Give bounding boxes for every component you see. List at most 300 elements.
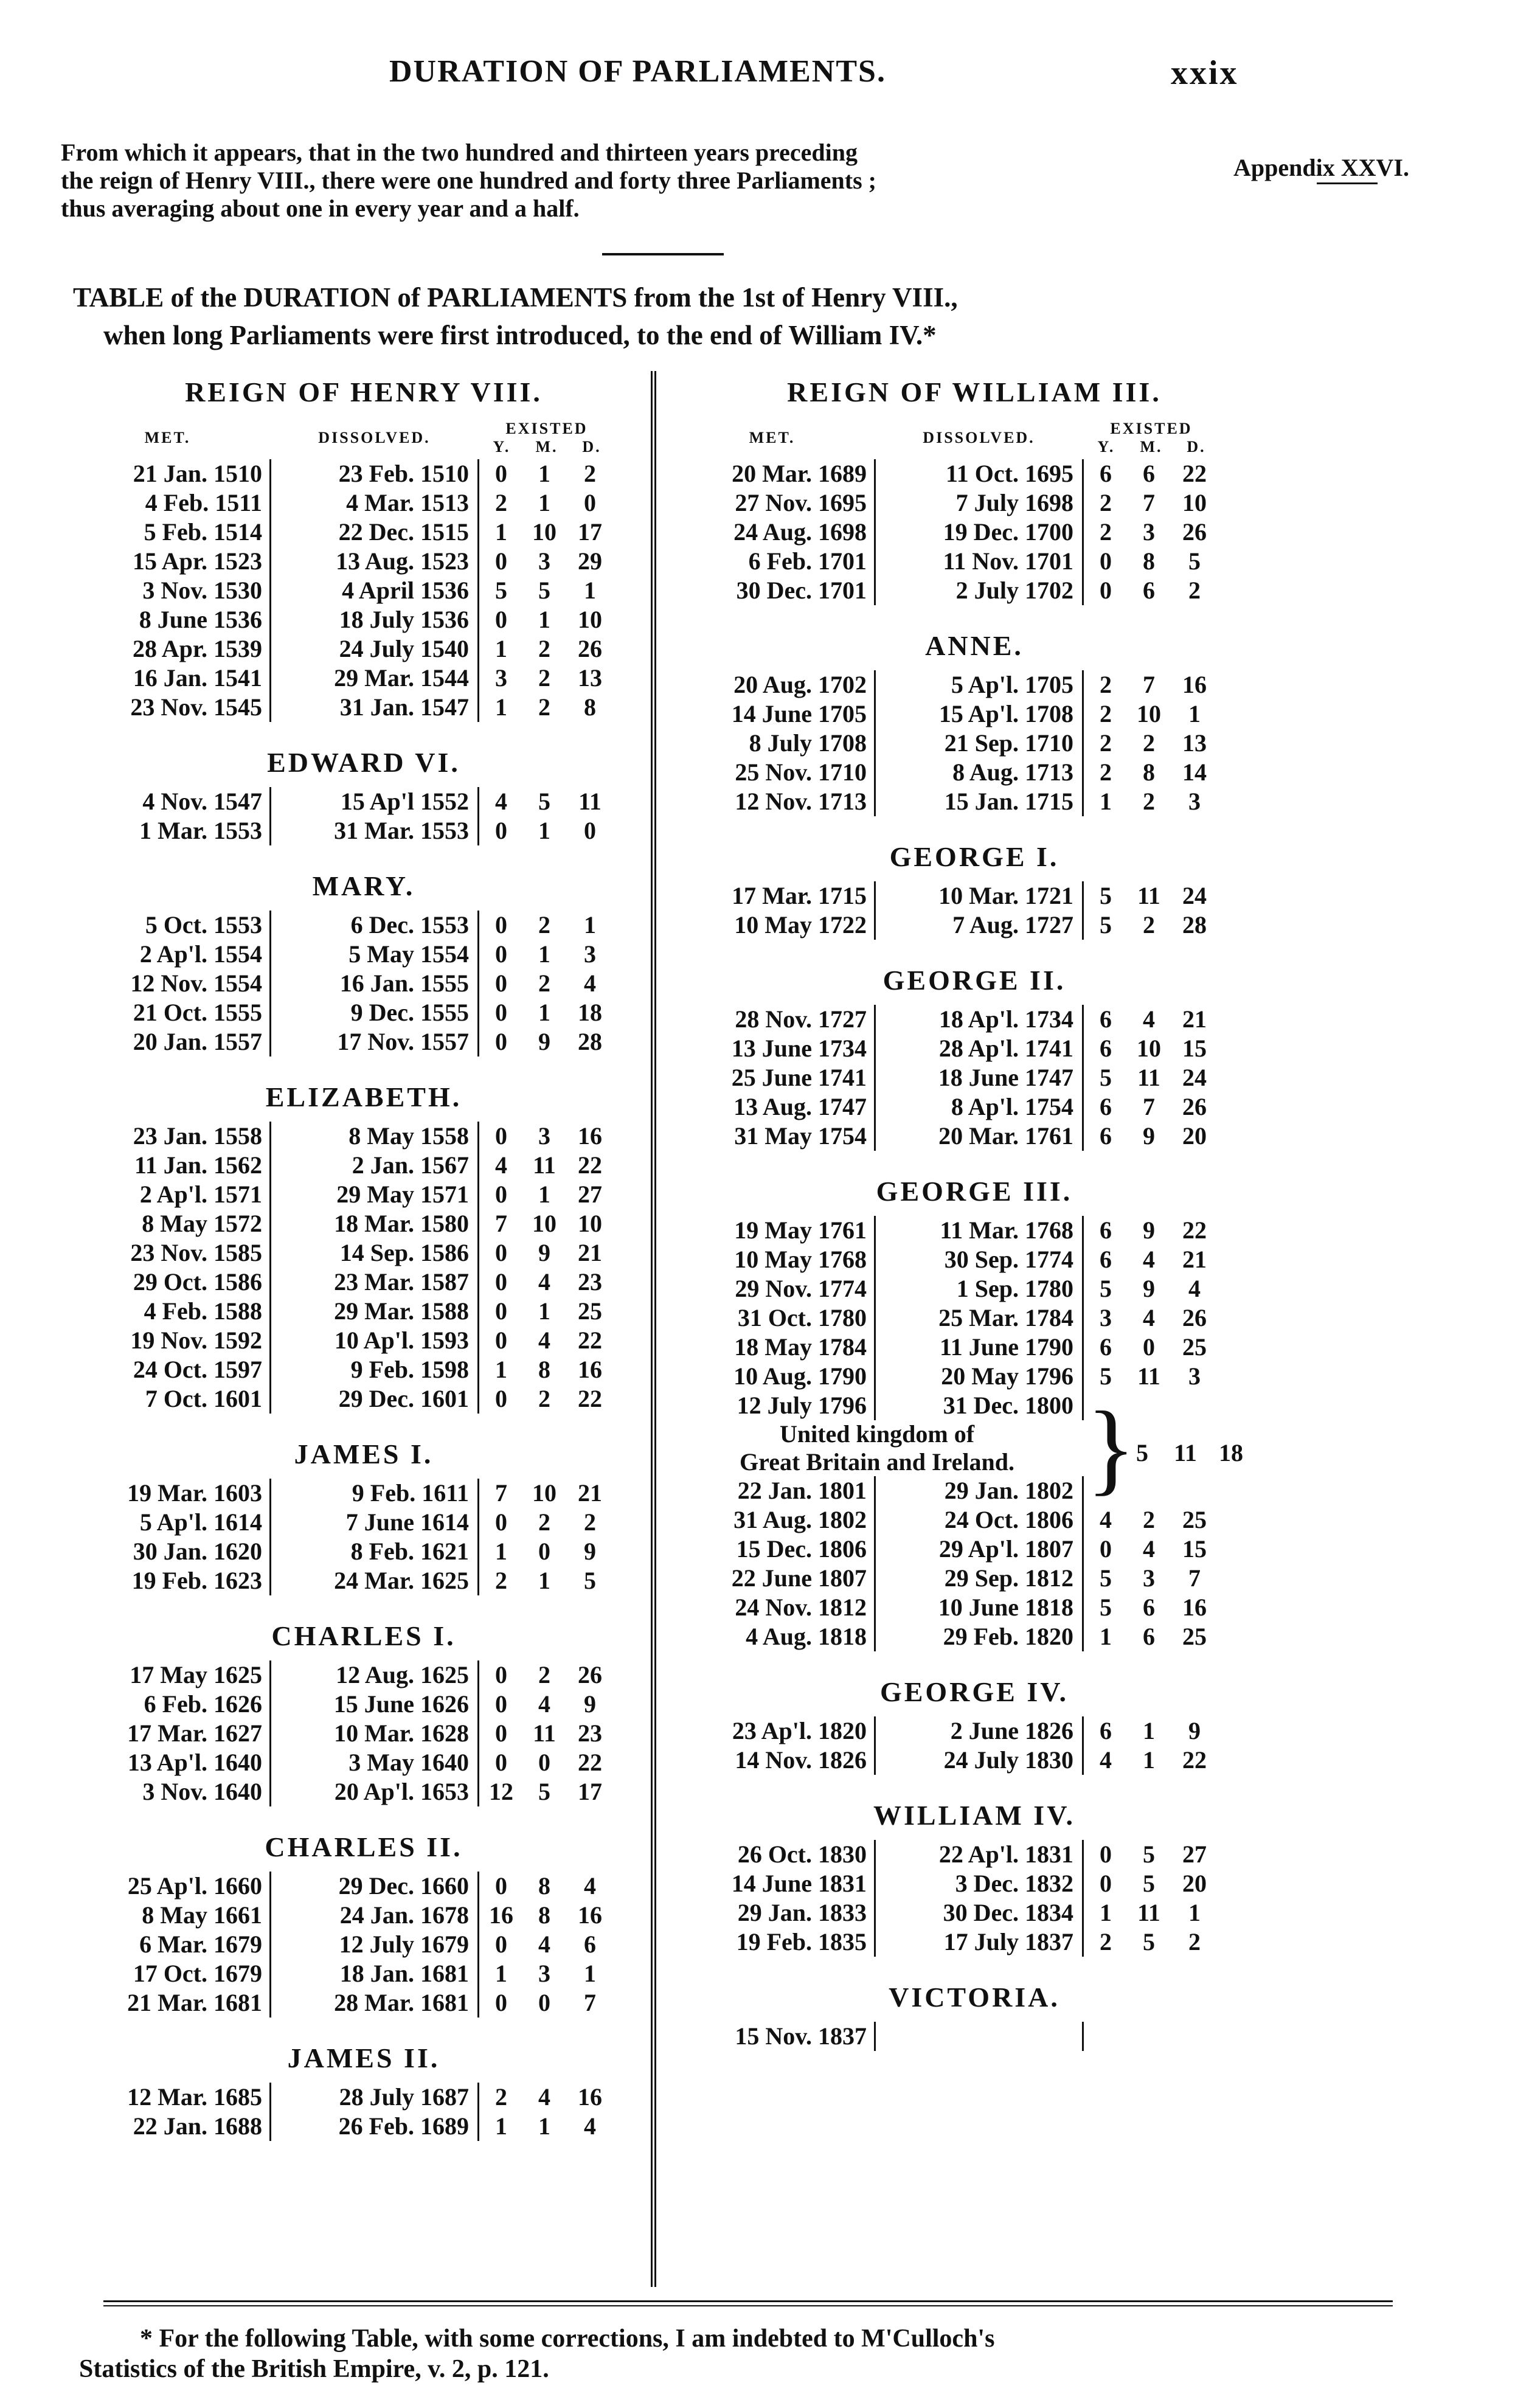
footnote-line: * For the following Table, with some corrections, I am indebted to M'Culloch's [140, 2325, 995, 2353]
dissolved-date: 2 Jan. 1567 [269, 1151, 479, 1180]
table-row [66, 1027, 662, 1057]
existed-years: 1 [495, 1960, 507, 1987]
dissolved-date: 18 July 1536 [269, 605, 479, 634]
dissolved-date: 31 Dec. 1800 [874, 1391, 1084, 1420]
reign-section [66, 1831, 662, 2018]
met-date: 31 Oct. 1780 [737, 1304, 867, 1331]
dissolved-date: 22 Dec. 1515 [269, 518, 479, 547]
table-row [66, 911, 662, 940]
reign-section [670, 1175, 1278, 1651]
dissolved-date: 10 June 1818 [874, 1593, 1084, 1622]
dissolved-date: 29 Mar. 1588 [269, 1297, 479, 1326]
reign-rows [670, 2022, 1278, 2051]
dissolved-date: 17 July 1837 [874, 1927, 1084, 1957]
existed-years: 1 [1100, 788, 1112, 815]
reign-title: MARY. [312, 870, 415, 901]
left-column [66, 376, 662, 2141]
existed-days: 7 [584, 1989, 596, 2016]
existed-years: 1 [1100, 1623, 1112, 1650]
met-date: 3 Nov. 1530 [142, 577, 262, 604]
table-row [66, 1326, 662, 1355]
met-date: 15 Apr. 1523 [132, 547, 262, 575]
met-date: 30 Dec. 1701 [736, 577, 867, 604]
table-row [66, 1537, 662, 1566]
met-date: 22 Jan. 1801 [737, 1477, 867, 1504]
existed-months: 0 [1143, 1333, 1155, 1361]
dissolved-date: 14 Sep. 1586 [269, 1238, 479, 1268]
existed-days: 26 [1182, 518, 1207, 546]
existed-months: 1 [1143, 1746, 1155, 1774]
dissolved-date: 11 Oct. 1695 [874, 459, 1084, 488]
met-date: 17 Mar. 1715 [732, 882, 867, 909]
met-date: 4 Feb. 1511 [145, 489, 262, 516]
table-row [670, 547, 1278, 576]
existed-days: 13 [1182, 729, 1207, 757]
table-row [670, 1092, 1278, 1122]
existed-days: 5 [1188, 547, 1201, 575]
existed-years: 6 [1100, 1333, 1112, 1361]
table-row [670, 1535, 1278, 1564]
existed-months: 11 [1137, 1064, 1160, 1091]
existed-years: 0 [495, 460, 507, 487]
met-date: 25 Ap'l. 1660 [127, 1872, 262, 1900]
column-header-ymd [479, 438, 614, 456]
existed-days: 21 [578, 1239, 602, 1266]
met-date: 24 Oct. 1597 [133, 1356, 262, 1383]
existed-days: 27 [1182, 1841, 1207, 1868]
existed-days: 18 [578, 999, 602, 1026]
table-row [66, 1988, 662, 2018]
table-row [670, 1005, 1278, 1034]
appendix-dash [1317, 182, 1378, 184]
table-row [66, 1508, 662, 1537]
table-row [66, 1930, 662, 1959]
dissolved-date: 12 July 1679 [269, 1930, 479, 1959]
met-date: 23 Jan. 1558 [133, 1122, 262, 1150]
dissolved-date: 30 Sep. 1774 [874, 1245, 1084, 1274]
table-row [66, 969, 662, 998]
met-date: 12 Mar. 1685 [127, 2083, 262, 2111]
dissolved-date: 20 Ap'l. 1653 [269, 1777, 479, 1806]
met-date: 21 Oct. 1555 [133, 999, 262, 1026]
table-row [670, 576, 1278, 605]
met-date: 29 Jan. 1833 [737, 1899, 867, 1926]
existed-months: 3 [1143, 518, 1155, 546]
existed-months: 5 [1143, 1841, 1155, 1868]
existed-years: 0 [1100, 547, 1112, 575]
met-date: 4 Nov. 1547 [142, 788, 262, 815]
existed-days: 22 [578, 1749, 602, 1776]
existed-days: 16 [578, 1901, 602, 1929]
existed-months: 10 [1137, 1035, 1161, 1062]
met-date: 12 Nov. 1554 [130, 970, 262, 997]
existed-months: 4 [1143, 1535, 1155, 1563]
existed-days: 4 [584, 2112, 596, 2140]
met-date: 11 Jan. 1562 [134, 1151, 262, 1179]
reign-rows [66, 2083, 662, 2141]
existed-months: 8 [538, 1901, 550, 1929]
existed-months: 6 [1143, 1623, 1155, 1650]
existed-months: 2 [538, 664, 550, 692]
section-rule [602, 253, 724, 255]
met-date: 21 Mar. 1681 [127, 1989, 262, 2016]
table-row [670, 1622, 1278, 1651]
reign-section [670, 841, 1278, 940]
table-row [66, 1748, 662, 1777]
existed-days: 9 [1188, 1717, 1201, 1744]
dissolved-date: 7 July 1698 [874, 488, 1084, 518]
reign-section [670, 1799, 1278, 1957]
reign-title: JAMES II. [287, 2042, 440, 2073]
existed-days: 23 [578, 1268, 602, 1296]
existed-days: 26 [1182, 1093, 1207, 1120]
existed-months: 10 [532, 518, 556, 546]
existed-years: 6 [1100, 1093, 1112, 1120]
column-header-row [670, 417, 1278, 459]
dissolved-date: 8 Aug. 1713 [874, 758, 1084, 787]
met-date: 7 Oct. 1601 [145, 1385, 262, 1412]
table-row [66, 1777, 662, 1806]
table-row [66, 1690, 662, 1719]
dissolved-date: 29 Jan. 1802 [874, 1476, 1084, 1505]
dissolved-date: 8 May 1558 [269, 1122, 479, 1151]
footnote-rule [103, 2300, 1393, 2302]
existed-years: 2 [1100, 1928, 1112, 1955]
existed-years: 1 [495, 1356, 507, 1383]
existed-months: 2 [538, 970, 550, 997]
existed-months: 1 [538, 460, 550, 487]
existed-days: 22 [578, 1385, 602, 1412]
dissolved-date: 7 Aug. 1727 [874, 911, 1084, 940]
existed-days: 9 [584, 1538, 596, 1565]
reign-rows [66, 1122, 662, 1414]
reign-rows [670, 1716, 1278, 1775]
existed-days: 24 [1182, 1064, 1207, 1091]
existed-years: 3 [495, 664, 507, 692]
met-date: 24 Aug. 1698 [733, 518, 867, 546]
existed-years: 0 [495, 1239, 507, 1266]
dissolved-date: 17 Nov. 1557 [269, 1027, 479, 1057]
met-date: 14 June 1705 [731, 700, 867, 727]
met-date: 8 May 1572 [142, 1210, 262, 1237]
reign-rows [66, 787, 662, 845]
met-date: 5 Feb. 1514 [144, 518, 262, 546]
met-date: 19 Feb. 1623 [131, 1567, 262, 1594]
existed-days: 1 [1188, 700, 1201, 727]
dissolved-date: 10 Ap'l. 1593 [269, 1326, 479, 1355]
existed-years: 0 [495, 999, 507, 1026]
existed-days: 10 [1182, 489, 1207, 516]
dissolved-date: 8 Ap'l. 1754 [874, 1092, 1084, 1122]
existed-months: 1 [538, 606, 550, 633]
table-row [66, 1959, 662, 1988]
existed-years: 6 [1100, 1216, 1112, 1244]
existed-days: 17 [578, 1778, 602, 1805]
dissolved-date: 28 Ap'l. 1741 [874, 1034, 1084, 1063]
met-date: 14 Nov. 1826 [735, 1746, 867, 1774]
existed-months: 11 [533, 1719, 556, 1747]
met-date: 29 Oct. 1586 [133, 1268, 262, 1296]
dissolved-date: 29 Sep. 1812 [874, 1564, 1084, 1593]
dissolved-date: 5 Ap'l. 1705 [874, 670, 1084, 699]
intro-paragraph [61, 139, 1204, 223]
reign-title: EDWARD VI. [267, 747, 460, 778]
table-row [66, 459, 662, 488]
existed-years: 16 [489, 1901, 513, 1929]
reign-rows [670, 1005, 1278, 1151]
met-date: 4 Aug. 1818 [746, 1623, 867, 1650]
existed-years: 1 [495, 693, 507, 721]
table-row [670, 488, 1278, 518]
existed-days: 2 [584, 460, 596, 487]
existed-months: 8 [1143, 547, 1155, 575]
dissolved-date: 12 Aug. 1625 [269, 1660, 479, 1690]
existed-days: 29 [578, 547, 602, 575]
reign-title: WILLIAM IV. [873, 1800, 1075, 1831]
existed-months: 5 [1143, 1928, 1155, 1955]
column-header-years: Y. [493, 438, 511, 456]
existed-days: 22 [1182, 460, 1207, 487]
appendix-label: Appendix XXVI. [1233, 154, 1409, 181]
dissolved-date: 18 Ap'l. 1734 [874, 1005, 1084, 1034]
dissolved-date: 24 Mar. 1625 [269, 1566, 479, 1595]
table-row [670, 881, 1278, 911]
existed-years: 2 [1100, 671, 1112, 698]
dissolved-date: 18 Jan. 1681 [269, 1959, 479, 1988]
table-row [670, 1716, 1278, 1746]
column-header-row [66, 417, 662, 459]
existed-years: 5 [1100, 911, 1112, 939]
dissolved-date: 29 Ap'l. 1807 [874, 1535, 1084, 1564]
existed-years: 0 [495, 1327, 507, 1354]
table-row [670, 758, 1278, 787]
met-date: 26 Oct. 1830 [737, 1841, 867, 1868]
existed-years: 2 [495, 489, 507, 516]
existed-days: 16 [1182, 1594, 1207, 1621]
dissolved-date: 15 Ap'l 1552 [269, 787, 479, 816]
existed-months: 4 [538, 1268, 550, 1296]
existed-years: 12 [489, 1778, 513, 1805]
table-row [66, 816, 662, 845]
table-row [66, 787, 662, 816]
dissolved-date: 23 Feb. 1510 [269, 459, 479, 488]
reign-title: REIGN OF HENRY VIII. [185, 376, 543, 408]
existed-months: 6 [1143, 577, 1155, 604]
existed-years: 2 [495, 1567, 507, 1594]
existed-years: 5 [1100, 1564, 1112, 1592]
existed-years: 6 [1100, 460, 1112, 487]
union-note: United kingdom of [779, 1420, 975, 1448]
existed-years: 5 [495, 577, 507, 604]
dissolved-date: 16 Jan. 1555 [269, 969, 479, 998]
existed-days: 2 [1188, 577, 1201, 604]
table-row [66, 2112, 662, 2141]
table-row [66, 1209, 662, 1238]
met-date: 28 Nov. 1727 [735, 1005, 867, 1033]
existed-days: 27 [578, 1181, 602, 1208]
met-date: 17 Oct. 1679 [133, 1960, 262, 1987]
existed-years: 0 [495, 1385, 507, 1412]
dissolved-date: 31 Jan. 1547 [269, 693, 479, 722]
intro-line: From which it appears, that in the two hundred and thirteen years preceding [61, 139, 858, 166]
union-note: Great Britain and Ireland. [740, 1448, 1014, 1476]
existed-months: 9 [1143, 1275, 1155, 1302]
dissolved-date: 10 Mar. 1628 [269, 1719, 479, 1748]
dissolved-date: 31 Mar. 1553 [269, 816, 479, 845]
table-row [66, 605, 662, 634]
existed-years: 0 [495, 940, 507, 968]
table-row [66, 1479, 662, 1508]
existed-years: 0 [1100, 1535, 1112, 1563]
existed-years: 1 [495, 518, 507, 546]
reign-section [66, 376, 662, 722]
column-header-days: D. [582, 438, 602, 456]
existed-months: 4 [538, 1690, 550, 1718]
reign-section [66, 2042, 662, 2141]
dissolved-date: 24 Jan. 1678 [269, 1901, 479, 1930]
dissolved-date: 19 Dec. 1700 [874, 518, 1084, 547]
existed-months: 8 [538, 1356, 550, 1383]
existed-months: 8 [1143, 758, 1155, 786]
existed-years: 5 [1100, 1362, 1112, 1390]
met-date: 5 Oct. 1553 [145, 911, 262, 939]
table-row [670, 1333, 1278, 1362]
existed-months: 9 [538, 1239, 550, 1266]
table-row [670, 1274, 1278, 1303]
reign-title: GEORGE I. [889, 841, 1059, 872]
reign-title: GEORGE III. [876, 1176, 1073, 1207]
reign-rows [670, 459, 1278, 605]
existed-months: 10 [532, 1210, 556, 1237]
existed-days: 4 [584, 1872, 596, 1900]
table-row [66, 1872, 662, 1901]
table-row [670, 911, 1278, 940]
existed-years: 0 [495, 1931, 507, 1958]
reign-title: VICTORIA. [889, 1982, 1060, 2013]
existed-years: 7 [495, 1210, 507, 1237]
union-duration [1120, 1438, 1255, 1467]
existed-days: 2 [584, 1508, 596, 1536]
existed-days: 10 [578, 1210, 602, 1237]
existed-months: 1 [538, 817, 550, 844]
met-date: 31 May 1754 [734, 1122, 867, 1150]
existed-years: 6 [1100, 1122, 1112, 1150]
existed-months: 11 [1137, 882, 1160, 909]
met-date: 10 Aug. 1790 [733, 1362, 867, 1390]
dissolved-date: 28 July 1687 [269, 2083, 479, 2112]
table-row [66, 1180, 662, 1209]
table-row [670, 1063, 1278, 1092]
existed-years: 7 [495, 1479, 507, 1507]
existed-months: 5 [538, 788, 550, 815]
existed-years: 0 [495, 1690, 507, 1718]
met-date: 20 Jan. 1557 [133, 1028, 262, 1055]
dissolved-date: 6 Dec. 1553 [269, 911, 479, 940]
reign-title: ANNE. [925, 630, 1024, 661]
existed-years: 2 [1100, 518, 1112, 546]
union-brace: } [1086, 1390, 1136, 1505]
existed-years: 5 [1100, 1064, 1112, 1091]
existed-years: 0 [495, 1181, 507, 1208]
table-row [66, 1268, 662, 1297]
existed-months: 1 [538, 999, 550, 1026]
column-header-existed [479, 420, 614, 456]
table-row [670, 1564, 1278, 1593]
existed-months: 4 [1143, 1304, 1155, 1331]
met-date: 29 Nov. 1774 [735, 1275, 867, 1302]
existed-days: 22 [1182, 1216, 1207, 1244]
met-date: 20 Mar. 1689 [732, 460, 867, 487]
existed-months: 8 [538, 1872, 550, 1900]
existed-months: 11 [1137, 1899, 1160, 1926]
reign-title: REIGN OF WILLIAM III. [787, 376, 1162, 408]
existed-months: 2 [538, 693, 550, 721]
reign-title: ELIZABETH. [265, 1081, 462, 1112]
table-row [670, 670, 1278, 699]
column-header-existed-label: EXISTED [505, 420, 588, 437]
table-row [66, 1122, 662, 1151]
existed-days: 1 [1188, 1899, 1201, 1926]
dissolved-date: 11 Nov. 1701 [874, 547, 1084, 576]
table-row [66, 1566, 662, 1595]
dissolved-date: 9 Feb. 1611 [269, 1479, 479, 1508]
existed-days: 21 [578, 1479, 602, 1507]
met-date: 30 Jan. 1620 [133, 1538, 262, 1565]
table-row [670, 787, 1278, 816]
dissolved-date: 18 June 1747 [874, 1063, 1084, 1092]
existed-years: 2 [1100, 729, 1112, 757]
existed-days: 21 [1182, 1246, 1207, 1273]
table-title [73, 279, 1472, 354]
existed-years: 5 [1100, 882, 1112, 909]
dissolved-date: 13 Aug. 1523 [269, 547, 479, 576]
existed-days: 1 [584, 577, 596, 604]
dissolved-date: 15 Ap'l. 1708 [874, 699, 1084, 729]
existed-days: 9 [584, 1690, 596, 1718]
existed-months: 0 [538, 1989, 550, 2016]
reign-rows [670, 1840, 1278, 1957]
existed-months: 1 [1143, 1717, 1155, 1744]
met-date: 16 Jan. 1541 [133, 664, 262, 692]
existed-months: 4 [538, 2083, 550, 2111]
dissolved-date: 10 Mar. 1721 [874, 881, 1084, 911]
met-date: 1 Mar. 1553 [139, 817, 262, 844]
table-row [66, 2083, 662, 2112]
dissolved-date: 29 Mar. 1544 [269, 664, 479, 693]
dissolved-date: 26 Feb. 1689 [269, 2112, 479, 2141]
met-date: 3 Nov. 1640 [142, 1778, 262, 1805]
existed-days: 16 [578, 2083, 602, 2111]
reign-title: GEORGE IV. [879, 1676, 1069, 1707]
dissolved-date: 24 July 1830 [874, 1746, 1084, 1775]
existed-months: 7 [1143, 671, 1155, 698]
reign-section [66, 1620, 662, 1806]
existed-months: 5 [538, 577, 550, 604]
column-header-months: M. [1140, 438, 1163, 456]
existed-years: 0 [495, 1719, 507, 1747]
existed-days: 3 [1188, 788, 1201, 815]
met-date: 2 Ap'l. 1571 [139, 1181, 262, 1208]
column-header-existed [1084, 420, 1219, 456]
existed-months: 2 [1143, 911, 1155, 939]
table-row [670, 1391, 1278, 1420]
reign-section [670, 376, 1278, 605]
existed-years: 2 [1100, 489, 1112, 516]
dissolved-date: 29 May 1571 [269, 1180, 479, 1209]
footnote-rule [103, 2305, 1393, 2306]
table-row [66, 664, 662, 693]
table-row [66, 1901, 662, 1930]
